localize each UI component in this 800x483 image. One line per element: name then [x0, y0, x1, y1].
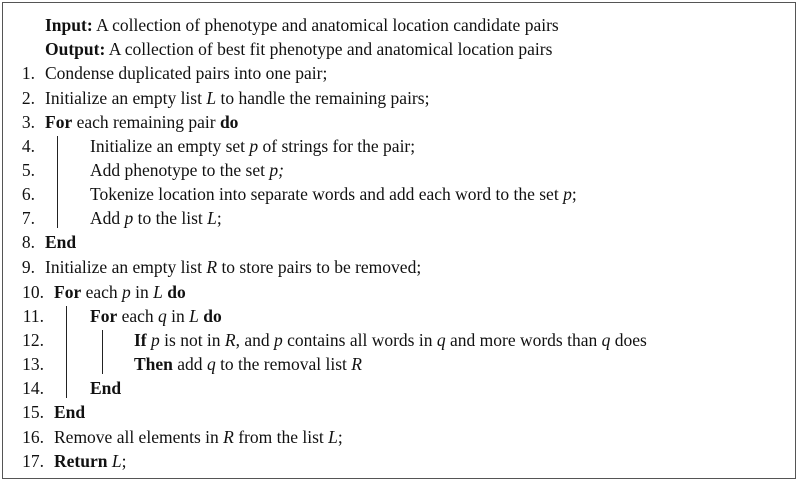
- step-text: If p is not in R, and p contains all words in q and more words than q does: [134, 330, 647, 350]
- indent-bar-loop2-outer: [66, 306, 67, 398]
- step-text: End: [54, 402, 86, 422]
- output-line: Output: A collection of best fit phenotype and anatomical location pairs: [45, 39, 553, 59]
- step-number: 10.: [22, 282, 44, 302]
- step-text: Add p to the list L;: [90, 208, 222, 228]
- step-number: 17.: [22, 451, 44, 471]
- step-text: Then add q to the removal list R: [134, 354, 362, 374]
- step-number: 6.: [21, 184, 35, 204]
- step-number: 11.: [22, 306, 44, 326]
- step-text: End: [90, 378, 122, 398]
- step-number: 8.: [21, 232, 35, 252]
- input-line: Input: A collection of phenotype and anatomical location candidate pairs: [45, 15, 559, 35]
- step-text: For each q in L do: [90, 306, 222, 326]
- indent-bar-loop2-inner: [102, 330, 103, 374]
- step-text: End: [45, 232, 77, 252]
- step-number: 15.: [22, 402, 44, 422]
- step-number: 7.: [21, 208, 35, 228]
- step-number: 14.: [22, 378, 44, 398]
- step-number: 1.: [21, 63, 35, 83]
- step-number: 3.: [21, 112, 35, 132]
- step-text: Initialize an empty list R to store pairs to be removed;: [45, 257, 422, 277]
- step-text: Initialize an empty list L to handle the remaining pairs;: [45, 88, 430, 108]
- step-text: Remove all elements in R from the list L;: [54, 427, 343, 447]
- step-number: 2.: [21, 88, 35, 108]
- step-number: 12.: [22, 330, 44, 350]
- step-number: 16.: [22, 427, 44, 447]
- step-text: For each p in L do: [54, 282, 186, 302]
- step-text: Add phenotype to the set p;: [90, 160, 284, 180]
- step-number: 4.: [21, 136, 35, 156]
- step-number: 9.: [21, 257, 35, 277]
- step-text: Initialize an empty set p of strings for the pair;: [90, 136, 416, 156]
- step-text: Condense duplicated pairs into one pair;: [45, 63, 328, 83]
- step-number: 13.: [22, 354, 44, 374]
- step-number: 5.: [21, 160, 35, 180]
- indent-bar-loop1: [57, 136, 58, 228]
- step-text: Return L;: [54, 451, 127, 471]
- step-text: Tokenize location into separate words and add each word to the set p;: [90, 184, 577, 204]
- step-text: For each remaining pair do: [45, 112, 239, 132]
